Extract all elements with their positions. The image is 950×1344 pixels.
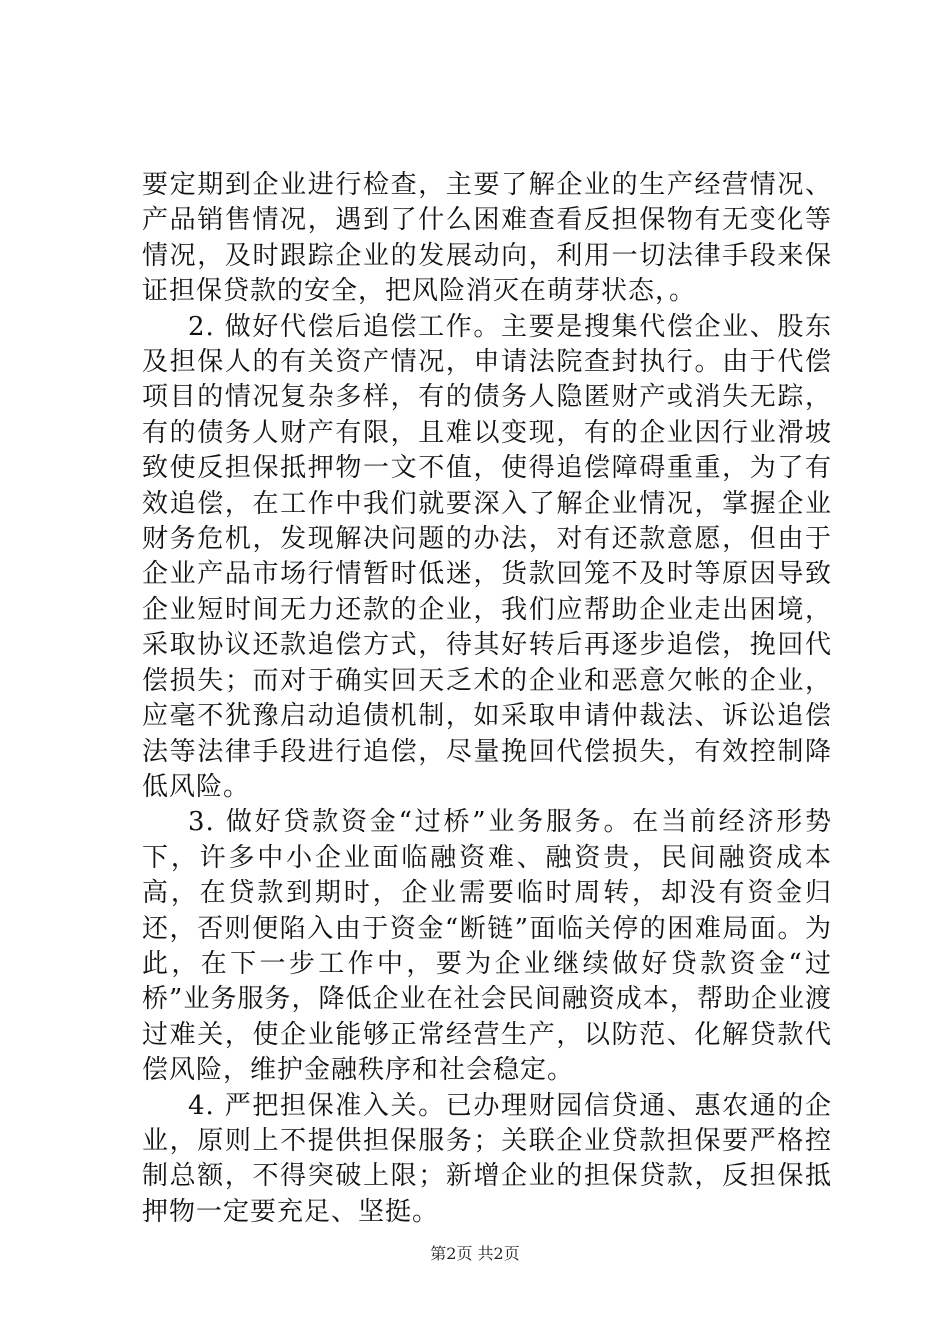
paragraph-item-3: 3. 做好贷款资金“过桥”业务服务。在当前经济形势下，许多中小企业面临融资难、融资贵，民间融资成本高，在贷款到期时，企业需要临时周转，却没有资金归还，否则便陷入由于资金“断链”面临关停的困难局面。为此，在下一步工作中，要为企业继续做好贷款资金“过桥”业务服务，降低企业在社会民间融资成本，帮助企业渡过难关，使企业能够正常经营生产，以防范、化解贷款代偿风险，维护金融秩序和社会稳定。 xyxy=(142,807,832,1086)
page-footer: 第2页 共2页 xyxy=(430,1244,520,1263)
paragraph-continuation: 要定期到企业进行检查，主要了解企业的生产经营情况、产品销售情况，遇到了什么困难查看反担保物有无变化等情况，及时跟踪企业的发展动向，利用一切法律手段来保证担保贷款的安全，把风险消灭在萌芽状态，。 xyxy=(142,170,832,307)
paragraph-item-2: 2. 做好代偿后追偿工作。主要是搜集代偿企业、股东及担保人的有关资产情况，申请法院查封执行。由于代偿项目的情况复杂多样，有的债务人隐匿财产或消失无踪，有的债务人财产有限，且难以变现，有的企业因行业滑坡致使反担保抵押物一文不值，使得追偿障碍重重，为了有效追偿，在工作中我们就要深入了解企业情况，掌握企业财务危机，发现解决问题的办法，对有还款意愿，但由于企业产品市场行情暂时低迷，货款回笼不及时等原因导致企业短时间无力还款的企业，我们应帮助企业走出困境，采取协议还款追偿方式，待其好转后再逐步追偿，挽回代偿损失；而对于确实回天乏术的企业和恶意欠帐的企业，应毫不犹豫启动追债机制，如采取申请仲裁法、诉讼追偿法等法律手段进行追偿，尽量挽回代偿损失，有效控制降低风险。 xyxy=(142,311,832,802)
document-body xyxy=(142,168,832,1230)
paragraph-item-4: 4. 严把担保准入关。已办理财园信贷通、惠农通的企业，原则上不提供担保服务；关联企业贷款担保要严格控制总额，不得突破上限；新增企业的担保贷款，反担保抵押物一定要充足、坚挺。 xyxy=(142,1090,832,1227)
